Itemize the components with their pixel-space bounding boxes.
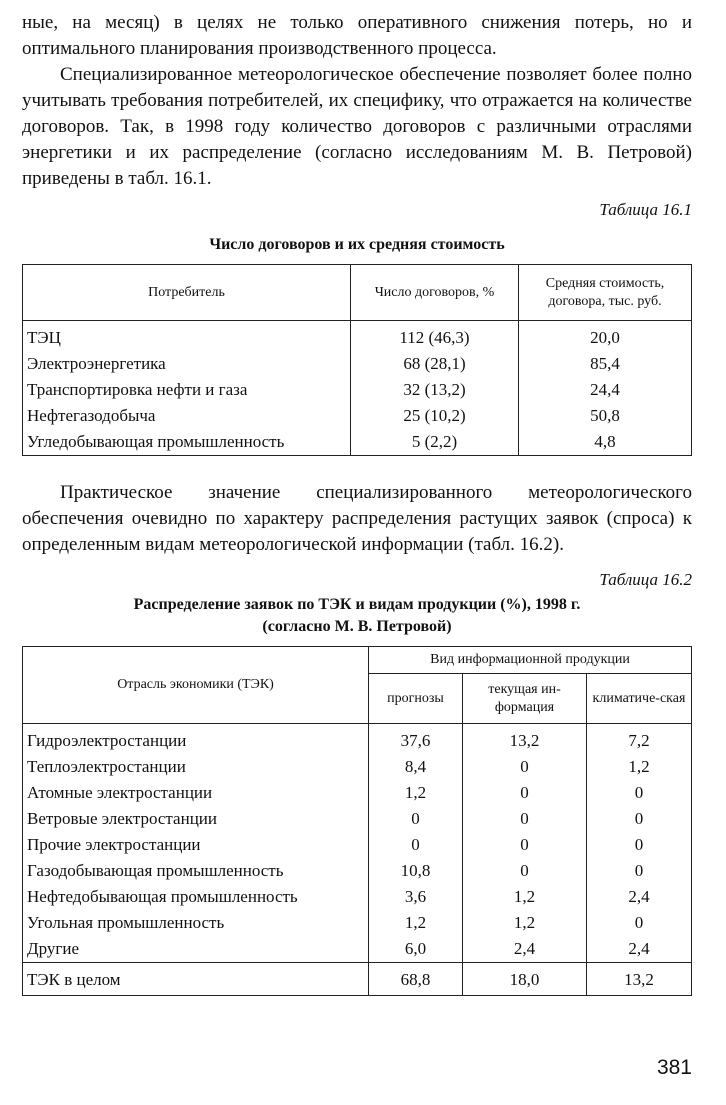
table-cell-label: Атомные электростанции [23, 780, 369, 806]
table-cell-value: 112 (46,3) [351, 321, 519, 352]
table-2-header-current-info: текущая ин-формация [463, 674, 587, 724]
table-1-header-consumer: Потребитель [23, 265, 351, 321]
table-cell-label: Гидроэлектростанции [23, 724, 369, 755]
table-cell-value: 0 [463, 780, 587, 806]
table-cell-value: 1,2 [369, 910, 463, 936]
table-row [23, 832, 692, 858]
table-cell-label: Угольная промышленность [23, 910, 369, 936]
table-cell-value: 5 (2,2) [351, 429, 519, 456]
table-2-title [22, 594, 692, 638]
table-cell-value: 6,0 [369, 936, 463, 963]
table-cell-value: 13,2 [463, 724, 587, 755]
table-2-title-line-1: Распределение заявок по ТЭК и видам продукции (%), 1998 г. [133, 596, 581, 613]
table-cell-value: 68,8 [369, 963, 463, 996]
table-cell-value: 7,2 [587, 724, 692, 755]
table-cell-value: 24,4 [519, 377, 692, 403]
table-row [23, 936, 692, 963]
table-2-header-product-type: Вид информационной продукции [369, 647, 692, 674]
table-2-title-line-2: (согласно М. В. Петровой) [262, 618, 452, 635]
table-cell-value: 2,4 [463, 936, 587, 963]
table-cell-value: 13,2 [587, 963, 692, 996]
table-row [23, 884, 692, 910]
table-cell-label: Прочие электростанции [23, 832, 369, 858]
table-cell-value: 18,0 [463, 963, 587, 996]
table-cell-value: 1,2 [369, 780, 463, 806]
table-cell-value: 3,6 [369, 884, 463, 910]
table-1-title: Число договоров и их средняя стоимость [209, 236, 505, 253]
table-row [23, 351, 692, 377]
table-cell-label: ТЭК в целом [23, 963, 369, 996]
table-cell-value: 0 [463, 754, 587, 780]
table-cell-label: Ветровые электростанции [23, 806, 369, 832]
page-content [22, 10, 692, 996]
table-cell-value: 10,8 [369, 858, 463, 884]
table-row [23, 724, 692, 755]
table-cell-value: 0 [587, 832, 692, 858]
table-cell-value: 2,4 [587, 936, 692, 963]
table-cell-value: 0 [587, 910, 692, 936]
table-row [23, 806, 692, 832]
table-cell-value: 0 [369, 832, 463, 858]
table-cell-value: 4,8 [519, 429, 692, 456]
table-row [23, 910, 692, 936]
table-cell-value: 32 (13,2) [351, 377, 519, 403]
table-cell-label: Нефтедобывающая промышленность [23, 884, 369, 910]
table-cell-label: Электроэнергетика [23, 351, 351, 377]
table-total-row [23, 963, 692, 996]
table-1-header-cost: Средняя стоимость, договора, тыс. руб. [519, 265, 692, 321]
table-cell-label: Транспортировка нефти и газа [23, 377, 351, 403]
table-cell-value: 37,6 [369, 724, 463, 755]
table-cell-label: Теплоэлектростанции [23, 754, 369, 780]
table-cell-value: 0 [587, 780, 692, 806]
table-cell-value: 0 [587, 806, 692, 832]
table-row [23, 403, 692, 429]
table-cell-value: 20,0 [519, 321, 692, 352]
table-2-body [23, 724, 692, 996]
table-1-header-contracts: Число договоров, % [351, 265, 519, 321]
table-row [23, 858, 692, 884]
table-2-header-climatic: климатиче-ская [587, 674, 692, 724]
table-cell-value: 8,4 [369, 754, 463, 780]
table-cell-value: 0 [369, 806, 463, 832]
table-row [23, 754, 692, 780]
table-cell-value: 85,4 [519, 351, 692, 377]
table-row [23, 321, 692, 352]
table-cell-label: Нефтегазодобыча [23, 403, 351, 429]
table-cell-value: 1,2 [463, 884, 587, 910]
table-2-header-forecasts: прогнозы [369, 674, 463, 724]
table-2 [22, 646, 692, 996]
table-cell-value: 1,2 [463, 910, 587, 936]
table-row [23, 429, 692, 456]
paragraph-2: Специализированное метеорологическое обеспечение позволяет более полно учитывать требования потребителей, их специфику, что отражается на количестве договоров. Так, в 1998 году количество договоров с различными отраслями энергетики и их распределение (согласно исследованиям М. В. Петровой) приведены в табл. 16.1. [22, 64, 692, 189]
table-cell-value: 0 [463, 858, 587, 884]
table-cell-value: 50,8 [519, 403, 692, 429]
table-row [23, 377, 692, 403]
table-cell-label: Угледобывающая промышленность [23, 429, 351, 456]
table-1-caption: Таблица 16.1 [599, 200, 692, 219]
paragraph-3: Практическое значение специализированного метеорологического обеспечения очевидно по характеру распределения растущих заявок (спроса) к определенным видам метеорологической информации (табл. 16.2). [22, 482, 692, 555]
table-cell-value: 0 [587, 858, 692, 884]
table-2-header-industry: Отрасль экономики (ТЭК) [23, 647, 369, 724]
paragraph-1: ные, на месяц) в целях не только оперативного снижения потерь, но и оптимального планирования производственного процесса. [22, 12, 692, 59]
table-row [23, 780, 692, 806]
table-cell-value: 1,2 [587, 754, 692, 780]
table-cell-value: 25 (10,2) [351, 403, 519, 429]
table-cell-value: 2,4 [587, 884, 692, 910]
table-cell-value: 68 (28,1) [351, 351, 519, 377]
table-cell-value: 0 [463, 806, 587, 832]
table-1 [22, 264, 692, 456]
table-cell-label: ТЭЦ [23, 321, 351, 352]
table-1-body [23, 321, 692, 456]
table-cell-label: Другие [23, 936, 369, 963]
page-number: 381 [656, 1056, 692, 1079]
table-cell-label: Газодобывающая промышленность [23, 858, 369, 884]
table-cell-value: 0 [463, 832, 587, 858]
table-2-caption: Таблица 16.2 [599, 570, 692, 589]
